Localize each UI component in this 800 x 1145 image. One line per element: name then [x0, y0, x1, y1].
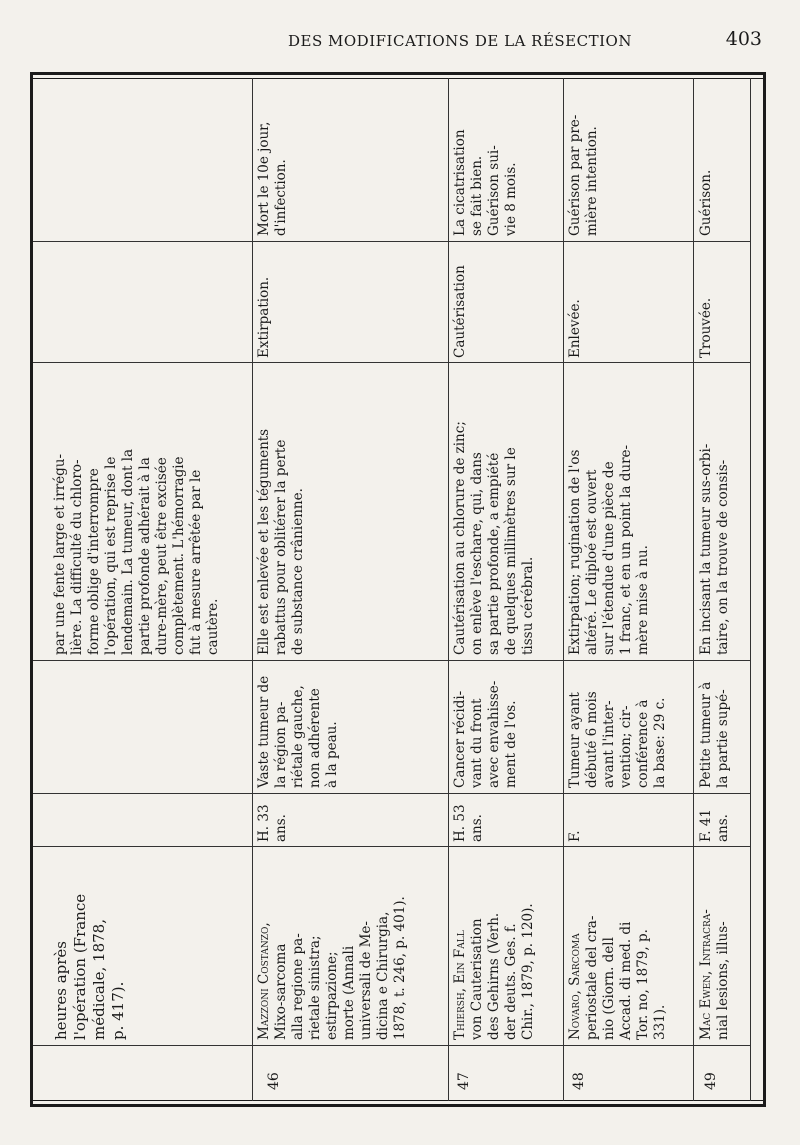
- row-line-48: [563, 78, 564, 1101]
- row-line-47: [448, 78, 449, 1101]
- sex-age-cell: H. 33 ans.: [256, 804, 289, 842]
- operation-cell: En incisant la tumeur sus-orbi- taire, on la trouve de consis-: [698, 443, 731, 655]
- sex-age-cell: F. 41 ans.: [698, 808, 731, 842]
- row-line-46: [252, 78, 253, 1101]
- sex-age-cell: F.: [567, 830, 583, 842]
- running-header: [0, 28, 800, 54]
- table-top-rule-thin: [30, 78, 766, 79]
- col-line-sex: [33, 793, 750, 794]
- description-cell: Tumeur ayant débuté 6 mois avant l'inter- vention; cir- conférence à la base: 29 c.: [567, 691, 668, 788]
- result-cell: La cicatrisation se fait bien. Guérison sui- vie 8 mois.: [452, 129, 519, 236]
- col-line-bone: [33, 241, 750, 242]
- row-number: 49: [703, 1072, 719, 1090]
- bone-cell: Trouvée.: [698, 297, 714, 358]
- bone-cell: Enlevée.: [567, 299, 583, 358]
- operation-cell: Elle est enlevée et les téguments rabattus pour oblitérer la perte de substance crânienne.: [256, 428, 306, 655]
- table-bottom-rule: [30, 1104, 766, 1107]
- observation-cell: Thiersh, Ein Fall von Cauterisation des Gehirns (Verh. der deuts. Ges. f. Chir., 1879, p. 120).: [452, 903, 536, 1040]
- col-line-num: [33, 1045, 750, 1046]
- observation-cell: Mac Ewen, Intracra- nial lesions, illus-: [698, 909, 731, 1040]
- table-top-rule: [30, 72, 766, 75]
- row-line-49: [693, 78, 694, 1101]
- description-cell: Petite tumeur à la partie supé-: [698, 681, 731, 788]
- bone-cell: Cautérisation: [452, 265, 468, 358]
- result-cell: Mort le 10e jour, d'infection.: [256, 121, 289, 236]
- description-cell: Cancer récidi- vant du front avec envahisse- ment de l'os.: [452, 680, 519, 788]
- table-right-border-inner: [750, 78, 751, 1101]
- operation-cell: Cautérisation au chlorure de zinc; on enlève l'eschare, qui, dans sa partie profonde, a empiété de quelques millimètres sur le tissu cérébral.: [452, 421, 536, 655]
- row-number: 46: [266, 1072, 282, 1090]
- row-number: 47: [456, 1072, 472, 1090]
- bone-cell: Extirpation.: [256, 276, 272, 358]
- observation-cell: Mazzoni Costanzo, Mixo-sarcoma alla regione pa- rietale sinistra; estirpazione; morte (Annali universali de Me- dicina e Chirurgia, 1878, t. 246, p. 401).: [256, 896, 408, 1040]
- continuation-operation: par une fente large et irrégu- lière. La difficulté du chloro- forme oblige d'interrompre l'opération, qui est reprise le lendemain. La tumeur, dont la partie profonde adhérait à la dure-mère, peut être excisée complètement. L'hémorragie fut à mesure arrêtée par le cautère.: [52, 448, 221, 655]
- result-cell: Guérison par pre- mière intention.: [567, 114, 600, 236]
- col-line-observation: [33, 846, 750, 847]
- sex-age-cell: H. 53 ans.: [452, 804, 485, 842]
- operation-cell: Extirpation; rugination de l'os altéré. Le diploé est ouvert sur l'étendue d'une pièce de 1 franc, et en un point la dure- mère mise à nu.: [567, 444, 651, 655]
- col-line-operation: [33, 362, 750, 363]
- observation-cell: Novaro, Sarcoma periostale del cra- nio (Giorn. dell Accad. di med. di Tor. no, 1879, p. 331).: [567, 915, 668, 1040]
- table-right-border: [763, 72, 766, 1107]
- description-cell: Vaste tumeur de la région pa- riétale gauche, non adhérente à la peau.: [256, 675, 340, 788]
- page-number: 403: [725, 28, 762, 50]
- table-left-border: [30, 72, 33, 1107]
- table-bottom-rule-thin: [30, 1100, 766, 1101]
- running-title: DES MODIFICATIONS DE LA RÉSECTION: [288, 32, 632, 50]
- row-number: 48: [571, 1072, 587, 1090]
- result-cell: Guérison.: [698, 169, 714, 236]
- continuation-observation: heures après l'opération (France médicale, 1878, p. 417).: [52, 893, 127, 1040]
